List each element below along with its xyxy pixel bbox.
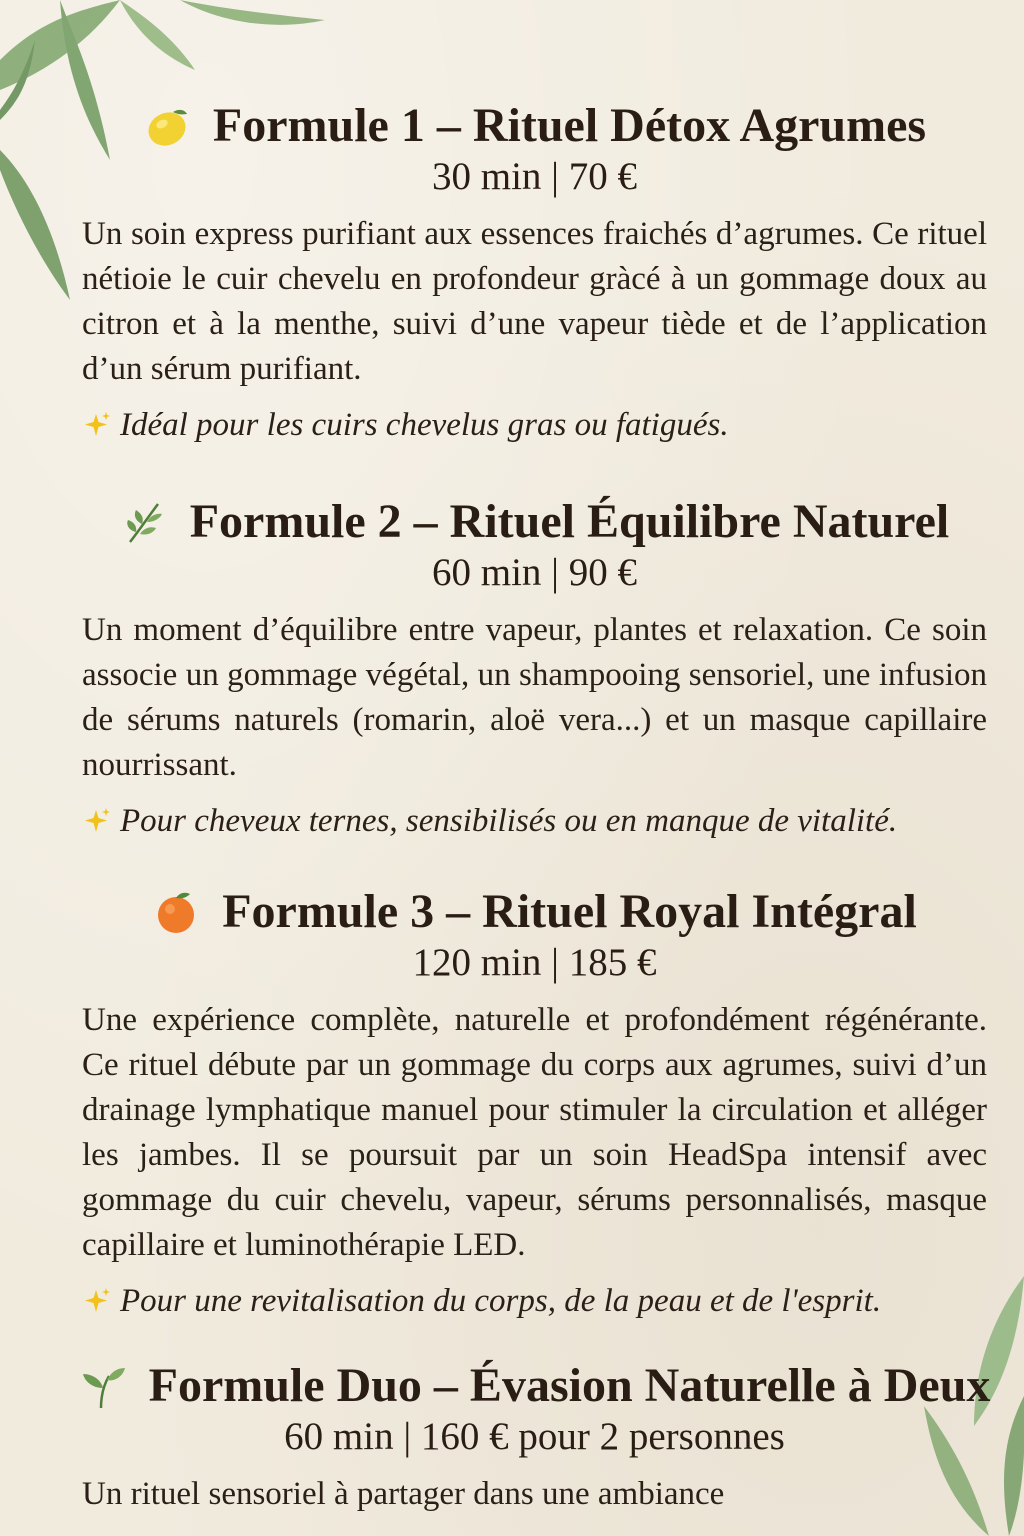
sparkles-icon (82, 1286, 112, 1316)
formula-title (82, 494, 987, 550)
formula-title (82, 98, 987, 154)
herb-icon (120, 498, 168, 546)
formula-description: Une expérience complète, naturelle et profondément régénérante. Ce rituel débute par un gommage du corps aux agrumes, suivi d’un drainage lymphatique manuel pour stimuler la circulation et alléger les jambes. Il se poursuit par un soin HeadSpa intensif avec gommage du cuir chevelu, vapeur, sérums personnalisés, masque capillaire et luminothérapie LED. (82, 1002, 987, 1263)
formula-3 (82, 884, 987, 1322)
formula-description: Un rituel sensoriel à partager dans une ambiance (82, 1476, 725, 1512)
formula-note-text: Pour une revitalisation du corps, de la peau et de l'esprit. (120, 1283, 882, 1319)
orange-icon (152, 888, 200, 936)
lemon-icon (143, 102, 191, 150)
formula-1 (82, 98, 987, 446)
formula-note-text: Pour cheveux ternes, sensibilisés ou en manque de vitalité. (120, 803, 898, 839)
formula-2 (82, 494, 987, 842)
sparkles-icon (82, 410, 112, 440)
formula-note-text: Idéal pour les cuirs chevelus gras ou fatigués. (120, 407, 729, 443)
formula-title-text: Formule 1 – Rituel Détox Agrumes (212, 99, 927, 152)
formula-duration-price: 60 min | 90 € (432, 551, 637, 594)
formula-duration-price: 60 min | 160 € pour 2 personnes (284, 1415, 785, 1458)
formula-duration-price: 30 min | 70 € (432, 155, 637, 198)
formula-title (82, 1358, 991, 1414)
formula-note (82, 404, 987, 446)
formula-description: Un moment d’équilibre entre vapeur, plantes et relaxation. Ce soin associe un gommage végétal, un shampooing sensoriel, une infusion de sérums naturels (romarin, aloë vera...) et un masque capillaire nourrissant. (82, 612, 987, 783)
formula-duo (82, 1358, 991, 1517)
formula-title-text: Formule 3 – Rituel Royal Intégral (222, 885, 917, 938)
formula-title-text: Formule 2 – Rituel Équilibre Naturel (189, 495, 950, 548)
formula-note (82, 800, 987, 842)
seedling-icon (79, 1362, 127, 1410)
formula-title-text: Formule Duo – Évasion Naturelle à Deux (148, 1359, 991, 1412)
formula-duration-price: 120 min | 185 € (412, 941, 657, 984)
formula-note (82, 1280, 987, 1322)
formula-title (82, 884, 987, 940)
formula-description: Un soin express purifiant aux essences fraichés d’agrumes. Ce rituel nétioie le cuir chevelu en profondeur gràcé à un gommage doux au citron et à la menthe, suivi d’une vapeur tiède et de l’application d’un sérum purifiant. (82, 216, 987, 387)
sparkles-icon (82, 806, 112, 836)
